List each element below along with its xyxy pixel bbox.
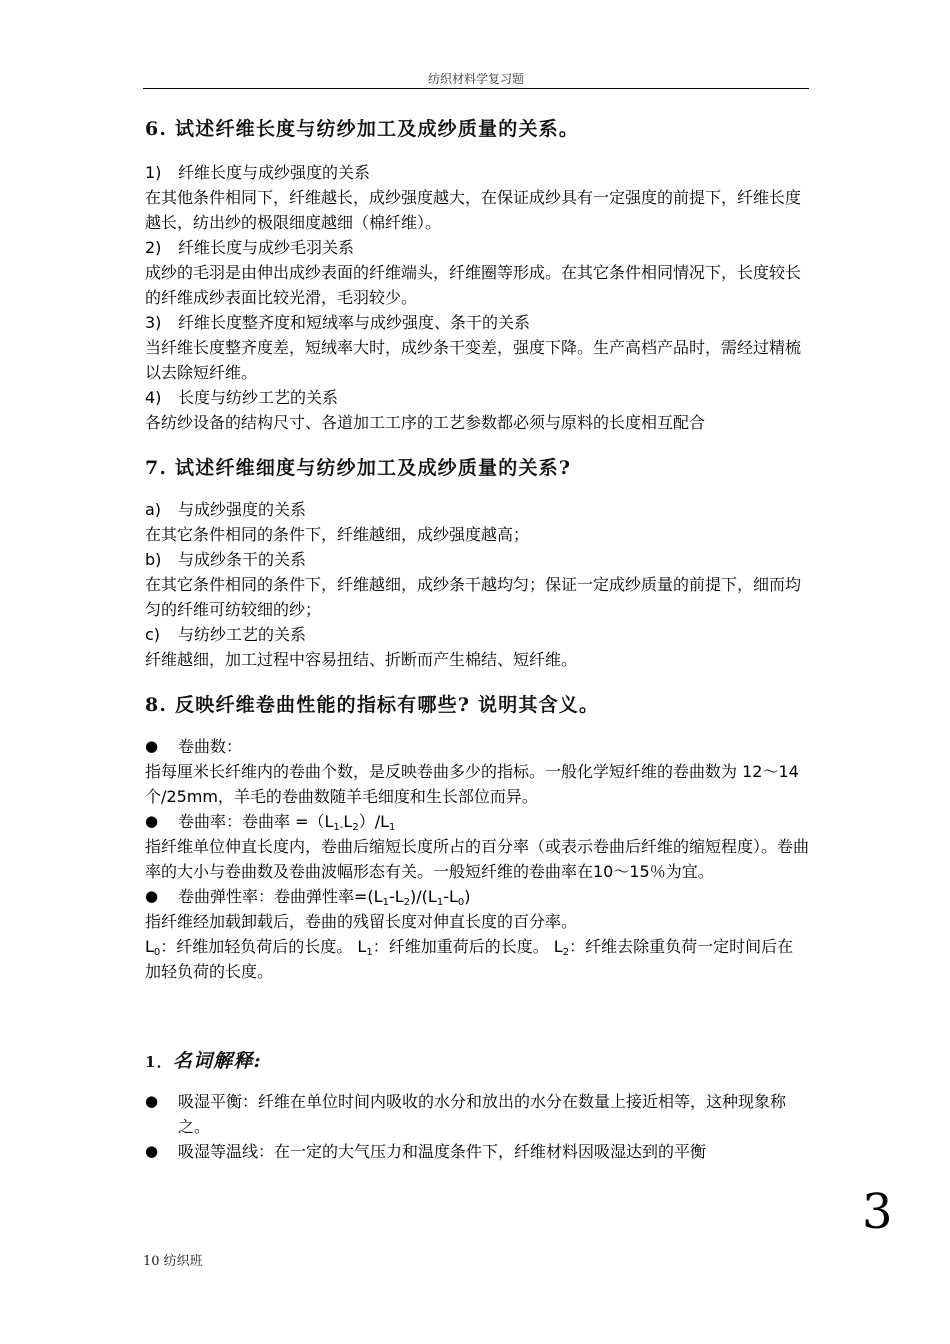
list-item: b) 与成纱条干的关系 — [145, 550, 307, 569]
question-6-heading: 6. 试述纤维长度与纺纱加工及成纱质量的关系。 — [145, 118, 580, 140]
bullet-icon: ● — [145, 887, 159, 905]
bullet-icon: ● — [145, 1142, 159, 1160]
bullet-item: ● 卷曲数： — [145, 734, 809, 759]
list-item: 4) 长度与纺纱工艺的关系 — [145, 388, 339, 407]
document-body — [145, 114, 809, 1164]
list-item: 1) 纤维长度与成纱强度的关系 — [145, 163, 371, 182]
page-footer: 10 纺织班 — [143, 1254, 203, 1269]
paragraph: 成纱的毛羽是由伸出成纱表面的纤维端头，纤维圈等形成。在其它条件相同情况下，长度较长的纤维成纱表面比较光滑，毛羽较少。 — [145, 263, 802, 307]
bullet-item: ● 吸湿等温线：在一定的大气压力和温度条件下，纤维材料因吸湿达到的平衡 — [145, 1139, 809, 1164]
paragraph: 纤维越细，加工过程中容易扭结、折断而产生棉结、短纤维。 — [145, 650, 578, 669]
bullet-item — [145, 884, 809, 909]
paragraph: 指纤维单位伸直长度内，卷曲后缩短长度所占的百分率（或表示卷曲后纤维的缩短程度）。卷曲率的大小与卷曲数及卷曲波幅形态有关。一般短纤维的卷曲率在10～15％为宜。 — [145, 837, 810, 881]
paragraph: 指每厘米长纤维内的卷曲个数，是反映卷曲多少的指标。一般化学短纤维的卷曲数为 12～14 个/25mm，羊毛的卷曲数随羊毛细度和生长部位而异。 — [145, 762, 799, 806]
bullet-icon: ● — [145, 812, 159, 830]
formula-crimp-ratio: 卷曲率：卷曲率 $=(L_{1-}L_2)/L_1$ — [178, 812, 396, 833]
page-header: 纺织材料学复习题 — [427, 72, 524, 86]
length-definitions: $L_0$：纤维加轻负荷后的长度。 $L_1$：纤维加重荷后的长度。 $L_2$：纤维去除重负荷一定时间后在加轻负荷的长度。 — [145, 937, 794, 981]
question-7-answer — [145, 497, 809, 672]
list-item: a) 与成纱强度的关系 — [145, 500, 307, 519]
paragraph: 指纤维经加载卸载后，卷曲的残留长度对伸直长度的百分率。 — [145, 912, 578, 931]
formula-crimp-elasticity: 卷曲弹性率：卷曲弹性率$=(L_1-L_2)/(L_1-L_0)$ — [178, 887, 471, 908]
question-6-answer — [145, 160, 809, 435]
list-item: 3) 纤维长度整齐度和短绒率与成纱强度、条干的关系 — [145, 313, 531, 332]
question-8-heading: 8. 反映纤维卷曲性能的指标有哪些? 说明其含义。 — [145, 694, 600, 716]
header-rule — [143, 88, 809, 89]
bullet-icon: ● — [145, 1092, 159, 1110]
paragraph: 在其它条件相同的条件下，纤维越细，成纱强度越高； — [145, 525, 530, 544]
section-1-heading: 1．名词解释: — [145, 1050, 262, 1072]
question-8-answer — [145, 734, 809, 984]
paragraph: 在其它条件相同的条件下，纤维越细，成纱条干越均匀；保证一定成纱质量的前提下，细而均匀的纤维可纺较细的纱； — [145, 575, 802, 619]
list-item: 2) 纤维长度与成纱毛羽关系 — [145, 238, 355, 257]
question-7-heading: 7. 试述纤维细度与纺纱加工及成纱质量的关系? — [145, 457, 572, 479]
list-item: c) 与纺纱工艺的关系 — [145, 625, 307, 644]
page-number: 3 — [862, 1184, 893, 1240]
section-1-content — [145, 1089, 809, 1164]
bullet-icon: ● — [145, 737, 159, 755]
bullet-item: ● 吸湿平衡：纤维在单位时间内吸收的水分和放出的水分在数量上接近相等，这种现象称之。 — [145, 1089, 809, 1139]
paragraph: 当纤维长度整齐度差，短绒率大时，成纱条干变差，强度下降。生产高档产品时，需经过精梳以去除短纤维。 — [145, 338, 802, 382]
bullet-item — [145, 809, 809, 834]
paragraph: 各纺纱设备的结构尺寸、各道加工工序的工艺参数都必须与原料的长度相互配合 — [145, 413, 706, 432]
paragraph: 在其他条件相同下，纤维越长，成纱强度越大，在保证成纱具有一定强度的前提下，纤维长度越长，纺出纱的极限细度越细（棉纤维）。 — [145, 188, 802, 232]
